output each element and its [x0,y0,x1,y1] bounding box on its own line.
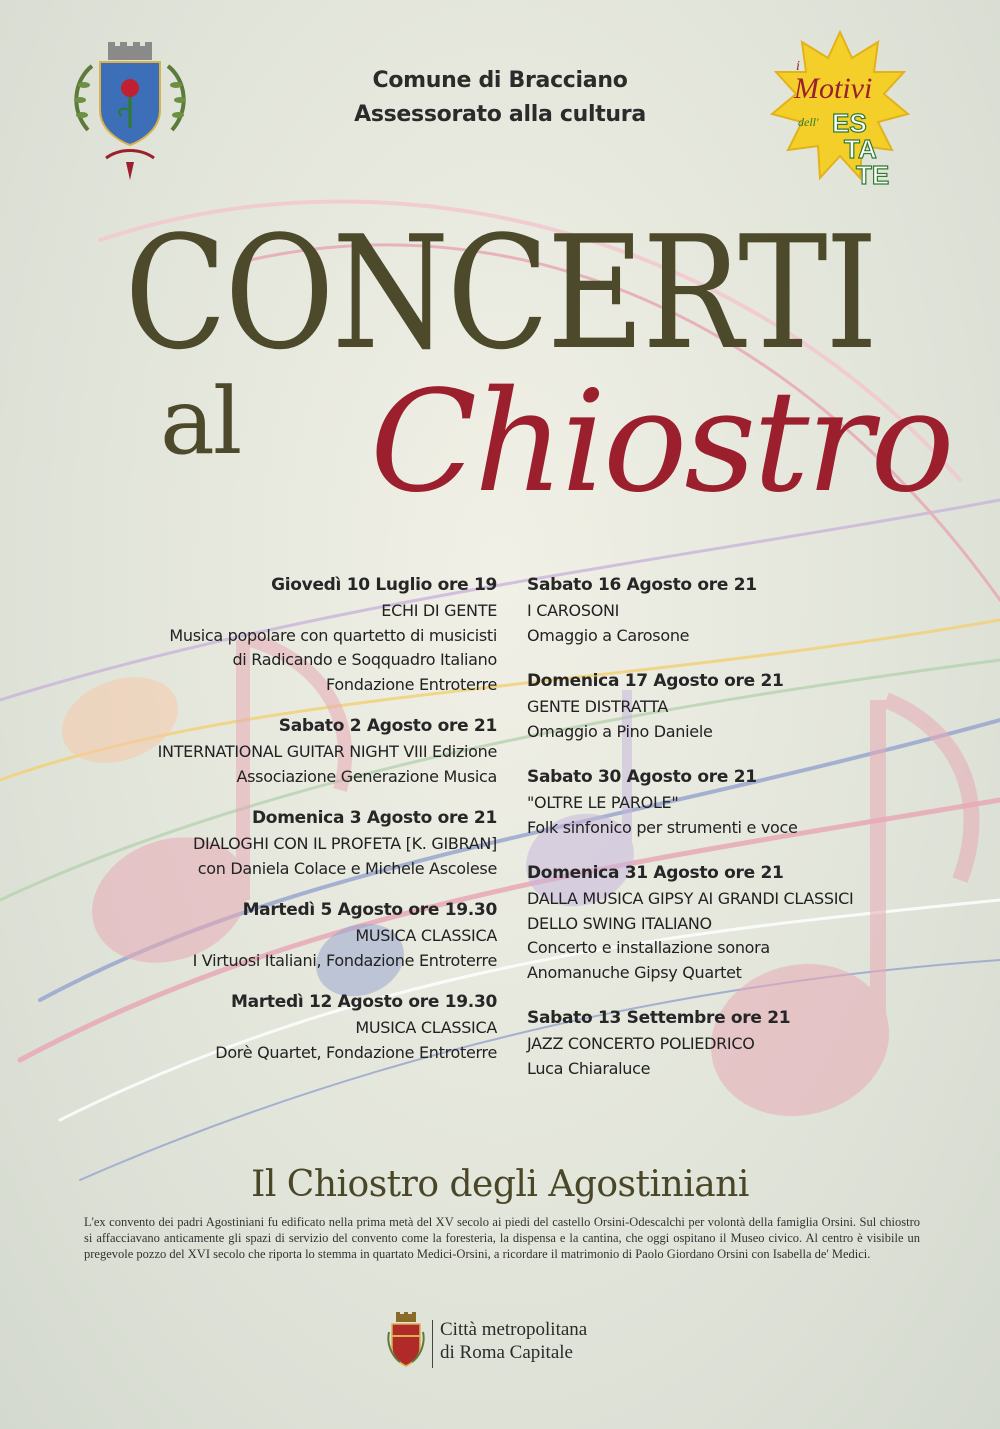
sponsor-line-2: di Roma Capitale [440,1342,573,1363]
logo-motivi-text: Motivi [794,72,873,105]
logo-dell-text: dell' [798,115,819,129]
footer-divider [432,1320,433,1368]
event-title: JAZZ CONCERTO POLIEDRICO [527,1034,755,1053]
event-date: Giovedì 10 Luglio ore 19 [271,575,497,595]
department-name: Assessorato alla cultura [354,102,646,127]
event-item [120,989,497,1065]
event-date: Domenica 3 Agosto ore 21 [252,808,497,828]
event-title: I CAROSONI [527,601,620,620]
event-date: Sabato 30 Agosto ore 21 [527,767,757,787]
event-detail: Omaggio a Pino Daniele [527,721,713,741]
event-title: MUSICA CLASSICA [355,926,497,945]
event-title: DIALOGHI CON IL PROFETA [K. GIBRAN] [192,834,497,853]
event-title: MUSICA CLASSICA [355,1018,497,1037]
event-item [527,668,947,744]
event-date: Martedì 5 Agosto ore 19.30 [242,900,497,920]
event-detail: DELLO SWING ITALIANO [527,913,712,933]
event-title: ECHI DI GENTE [381,601,497,620]
events-column-right [527,572,947,1101]
event-detail: Dorè Quartet, Fondazione Entroterre [215,1042,497,1062]
sponsor-footer [386,1312,646,1372]
event-detail: Luca Chiaraluce [527,1058,651,1078]
event-item [527,764,947,840]
venue-title: Il Chiostro degli Agostiniani [251,1164,749,1205]
municipality-name: Comune di Bracciano [372,68,628,93]
events-column-left [120,572,497,1081]
event-detail: Concerto e installazione sonora [527,938,770,957]
event-detail: Anomanuche Gipsy Quartet [527,962,742,982]
event-date: Sabato 13 Settembre ore 21 [527,1008,791,1028]
organizer-header [300,64,700,132]
logo-es-text: ES [832,108,867,138]
event-detail: di Radicando e Soqquadro Italiano [232,650,497,669]
poster-title: CONCERTI [124,202,876,384]
event-detail: Omaggio a Carosone [527,625,690,645]
poster-title-script: Chiostro [370,361,952,524]
event-item [120,897,497,973]
event-item [527,860,947,985]
event-detail: Folk sinfonico per strumenti e voce [527,817,798,837]
event-detail: Associazione Generazione Musica [236,766,497,786]
poster-title-connector: al [160,368,241,475]
event-detail: I Virtuosi Italiani, Fondazione Entroterre [192,950,497,970]
event-item [120,713,497,789]
event-date: Domenica 31 Agosto ore 21 [527,863,784,883]
logo-i-text: i [796,59,800,74]
event-item [120,572,497,697]
event-item [527,572,947,648]
bracciano-coat-of-arms-icon [70,40,190,190]
sponsor-line-1: Città metropolitana [440,1319,588,1340]
event-date: Sabato 2 Agosto ore 21 [278,716,497,736]
logo-ta-text: TA [844,134,877,164]
event-title: INTERNATIONAL GUITAR NIGHT VIII Edizione [157,742,497,761]
venue-description: L'ex convento dei padri Agostiniani fu edificato nella prima metà del XV secolo ai piedi del castello Orsini-Odescalchi per volontà della famiglia Orsini. Sul chiostro si affacciavano anticamente gli spazi di servizio del convento come la foresteria, la dispensa e la cantina, che oggi ospitano il Museo civico. Al centro è visibile un pregevole pozzo del XVI secolo che riporta lo stemma in quartato Medici-Orsini, a ricordare il matrimonio di Paolo Giordano Orsini con Isabella de' Medici. [84,1215,920,1261]
sponsor-name [440,1318,587,1364]
i-motivi-dell-estate-sun-logo [770,28,910,198]
event-title: DALLA MUSICA GIPSY AI GRANDI CLASSICI [527,889,854,908]
event-detail: Fondazione Entroterre [326,674,497,694]
event-date: Domenica 17 Agosto ore 21 [527,671,784,691]
roma-capitale-crest-icon [386,1312,426,1370]
event-detail: Musica popolare con quartetto di musicisti [169,625,497,645]
event-title: GENTE DISTRATTA [527,697,669,716]
event-item [527,1005,947,1081]
logo-te-text: TE [856,160,890,190]
event-date: Sabato 16 Agosto ore 21 [527,575,757,595]
event-title: "OLTRE LE PAROLE" [527,793,679,812]
event-detail: con Daniela Colace e Michele Ascolese [197,858,497,878]
event-date: Martedì 12 Agosto ore 19.30 [231,992,497,1012]
event-item [120,805,497,881]
